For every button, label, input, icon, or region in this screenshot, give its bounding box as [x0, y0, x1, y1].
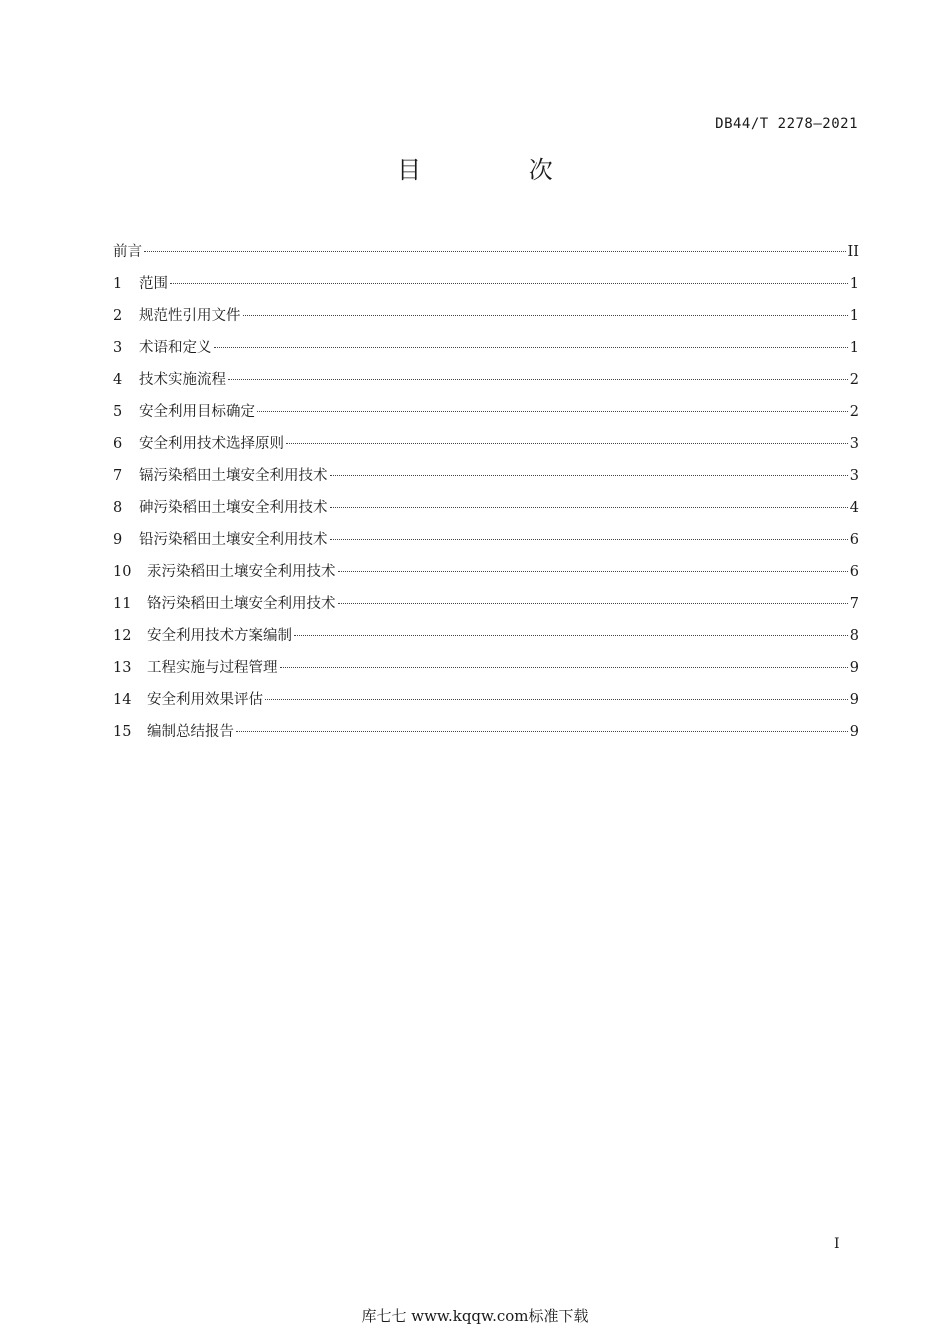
toc-entry-number: 11	[113, 596, 132, 612]
toc-entry-page: 1	[849, 308, 859, 324]
toc-entry[interactable]	[113, 336, 859, 368]
toc-entry-number: 3	[113, 340, 123, 356]
toc-entry-label: 规范性引用文件	[139, 308, 241, 324]
toc-entry-number: 10	[113, 564, 132, 580]
toc-dot-leader	[338, 571, 848, 572]
toc-entry[interactable]	[113, 464, 859, 496]
toc-entry[interactable]	[113, 560, 859, 592]
toc-entry-label: 安全利用技术方案编制	[147, 628, 292, 644]
toc-dot-leader	[236, 731, 848, 732]
toc-entry-page: 6	[849, 564, 859, 580]
toc-entry[interactable]	[113, 272, 859, 304]
toc-entry-number: 2	[113, 308, 123, 324]
toc-entry-label: 安全利用效果评估	[147, 692, 263, 708]
toc-entry-label: 砷污染稻田土壤安全利用技术	[139, 500, 328, 516]
toc-entry-number: 7	[113, 468, 123, 484]
toc-entry-label: 范围	[139, 276, 168, 292]
toc-entry-label: 技术实施流程	[139, 372, 226, 388]
toc-entry-label: 安全利用目标确定	[139, 404, 255, 420]
toc-entry-page: 4	[849, 500, 859, 516]
toc-entry[interactable]	[113, 688, 859, 720]
toc-dot-leader	[144, 251, 846, 252]
toc-entry[interactable]	[113, 720, 859, 752]
table-of-contents	[113, 240, 859, 752]
toc-entry-page: 3	[849, 436, 859, 452]
toc-entry-page: II	[847, 244, 859, 260]
toc-entry-number: 1	[113, 276, 123, 292]
toc-entry[interactable]	[113, 528, 859, 560]
toc-entry-page: 1	[849, 340, 859, 356]
toc-dot-leader	[214, 347, 848, 348]
toc-entry-page: 9	[849, 660, 859, 676]
toc-entry[interactable]	[113, 624, 859, 656]
toc-entry-number: 14	[113, 692, 132, 708]
toc-title: 目 次	[397, 156, 603, 184]
toc-entry[interactable]	[113, 400, 859, 432]
toc-entry-label: 铅污染稻田土壤安全利用技术	[139, 532, 328, 548]
toc-entry-page: 7	[849, 596, 859, 612]
toc-entry-number: 9	[113, 532, 123, 548]
toc-entry-number: 5	[113, 404, 123, 420]
toc-entry-label: 汞污染稻田土壤安全利用技术	[147, 564, 336, 580]
page-number: I	[834, 1236, 840, 1252]
toc-entry-label: 铬污染稻田土壤安全利用技术	[147, 596, 336, 612]
toc-entry-page: 3	[849, 468, 859, 484]
toc-dot-leader	[330, 539, 848, 540]
toc-entry-label: 编制总结报告	[147, 724, 234, 740]
watermark-text: 库七七 www.kqqw.com标准下载	[361, 1307, 589, 1325]
toc-dot-leader	[286, 443, 848, 444]
toc-entry-label: 工程实施与过程管理	[147, 660, 278, 676]
toc-entry[interactable]	[113, 432, 859, 464]
toc-dot-leader	[170, 283, 848, 284]
toc-entry[interactable]	[113, 304, 859, 336]
toc-dot-leader	[265, 699, 848, 700]
toc-entry-page: 8	[849, 628, 859, 644]
toc-entry-label: 镉污染稻田土壤安全利用技术	[139, 468, 328, 484]
toc-entry[interactable]	[113, 240, 859, 272]
toc-entry-label: 前言	[113, 244, 142, 260]
toc-dot-leader	[243, 315, 848, 316]
toc-entry[interactable]	[113, 656, 859, 688]
toc-dot-leader	[330, 475, 848, 476]
toc-entry-label: 安全利用技术选择原则	[139, 436, 284, 452]
toc-entry-page: 1	[849, 276, 859, 292]
toc-dot-leader	[257, 411, 848, 412]
toc-entry-page: 2	[849, 372, 859, 388]
toc-dot-leader	[294, 635, 848, 636]
toc-entry-page: 6	[849, 532, 859, 548]
toc-entry-page: 2	[849, 404, 859, 420]
toc-dot-leader	[228, 379, 848, 380]
toc-entry-number: 12	[113, 628, 132, 644]
toc-dot-leader	[330, 507, 848, 508]
toc-entry-page: 9	[849, 724, 859, 740]
toc-entry-number: 13	[113, 660, 132, 676]
toc-entry-number: 8	[113, 500, 123, 516]
toc-entry-page: 9	[849, 692, 859, 708]
toc-dot-leader	[280, 667, 848, 668]
toc-entry-label: 术语和定义	[139, 340, 212, 356]
toc-dot-leader	[338, 603, 848, 604]
toc-entry[interactable]	[113, 368, 859, 400]
toc-entry-number: 15	[113, 724, 132, 740]
toc-entry-number: 4	[113, 372, 123, 388]
document-id: DB44/T 2278—2021	[715, 116, 858, 132]
toc-entry[interactable]	[113, 496, 859, 528]
toc-entry[interactable]	[113, 592, 859, 624]
toc-entry-number: 6	[113, 436, 123, 452]
